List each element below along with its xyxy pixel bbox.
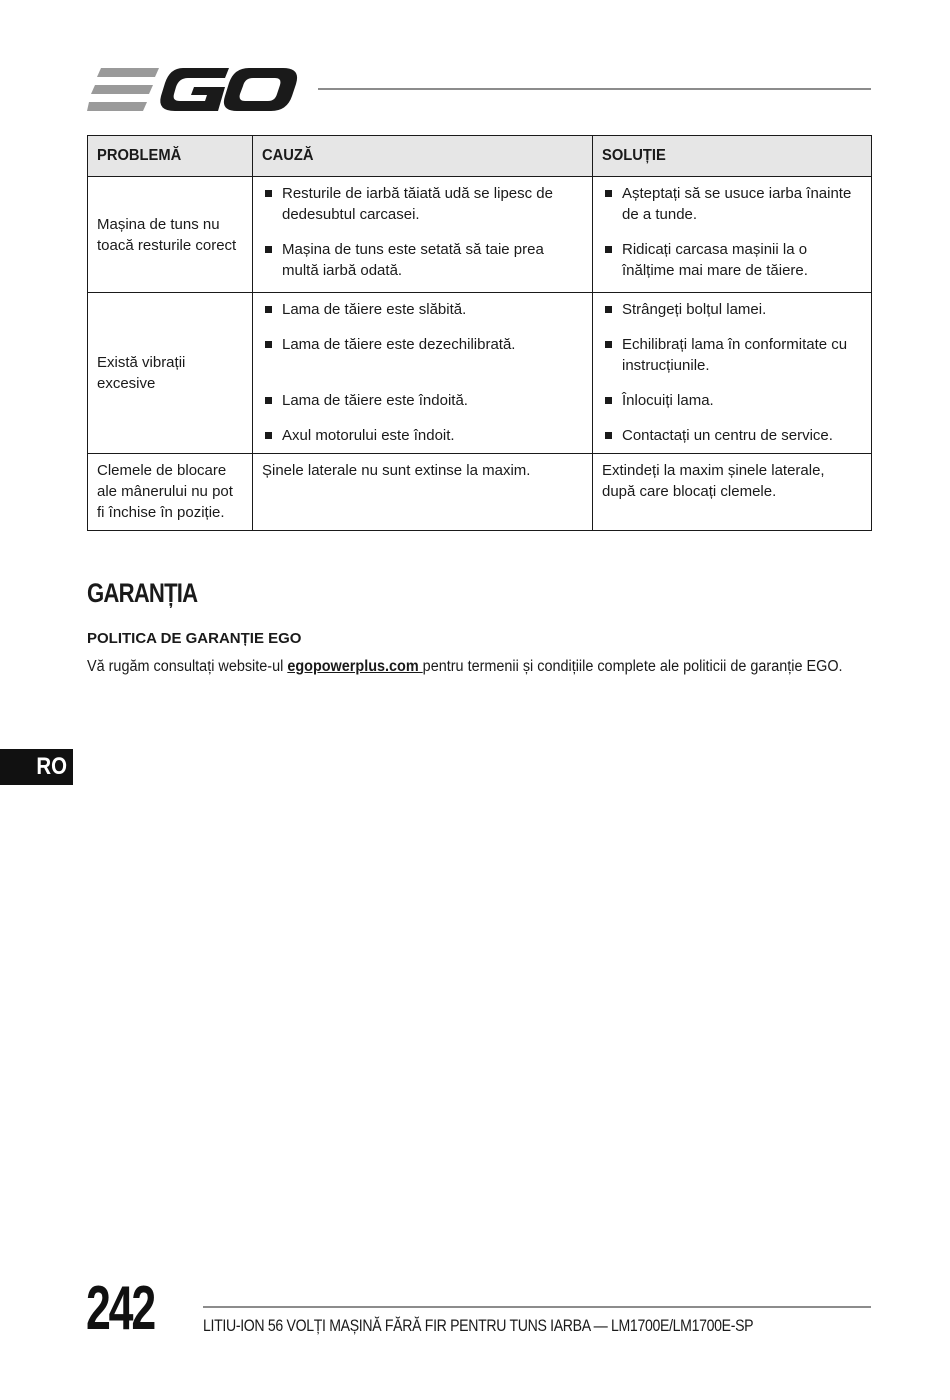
table-row [88, 177, 872, 293]
warranty-text [87, 658, 843, 676]
list-item: Mașina de tuns este setată să taie prea multă iarbă odată. [262, 239, 583, 281]
solution-cell [593, 293, 872, 454]
ego-logo [87, 64, 299, 114]
warranty-title: GARANȚIA [87, 578, 198, 608]
table-header-row [88, 136, 872, 177]
warranty-text-after: pentru termenii și condițiile complete ale politicii de garanție EGO. [422, 658, 843, 675]
footer-title: LITIU-ION 56 VOLȚI MAȘINĂ FĂRĂ FIR PENTRU TUNS IARBA — LM1700E/LM1700E-SP [203, 1316, 754, 1335]
solution-cell: Extindeți la maxim șinele laterale, după care blocați clemele. [593, 454, 872, 531]
footer-rule [203, 1306, 871, 1308]
list-item: Ridicați carcasa mașinii la o înălțime mai mare de tăiere. [602, 239, 862, 281]
table-row [88, 293, 872, 454]
warranty-text-before: Vă rugăm consultați website-ul [87, 658, 288, 675]
list-item: Strângeți bolțul lamei. [602, 299, 862, 320]
header-cause: CAUZĂ [253, 136, 593, 177]
list-item: Lama de tăiere este dezechilibrată. [262, 334, 583, 355]
list-item: Resturile de iarbă tăiată udă se lipesc de dedesubtul carcasei. [262, 183, 583, 225]
troubleshooting-table [87, 135, 872, 531]
list-item: Așteptați să se usuce iarba înainte de a tunde. [602, 183, 862, 225]
ego-logo-go-mark [160, 68, 297, 111]
list-item: Contactați un centru de service. [602, 425, 862, 446]
list-item: Înlocuiți lama. [602, 390, 862, 411]
cause-cell [253, 293, 593, 454]
problem-cell: Clemele de blocare ale mânerului nu pot fi închise în poziție. [88, 454, 253, 531]
warranty-link[interactable]: egopowerplus.com [287, 658, 423, 675]
cause-cell: Șinele laterale nu sunt extinse la maxim. [253, 454, 593, 531]
header-problem: PROBLEMĂ [88, 136, 253, 177]
ego-logo-e-mark [87, 68, 159, 111]
cause-cell [253, 177, 593, 293]
table-row [88, 454, 872, 531]
header-solution: SOLUȚIE [593, 136, 872, 177]
language-tab: RO [0, 749, 73, 785]
list-item: Axul motorului este îndoit. [262, 425, 583, 446]
list-item: Echilibrați lama în conformitate cu instrucțiunile. [602, 334, 862, 376]
problem-cell: Mașina de tuns nu toacă resturile corect [88, 177, 253, 293]
solution-cell [593, 177, 872, 293]
warranty-subtitle: POLITICA DE GARANȚIE EGO [87, 630, 302, 647]
list-item: Lama de tăiere este îndoită. [262, 390, 583, 411]
header-rule [318, 88, 871, 90]
page-number: 242 [86, 1274, 155, 1343]
list-item: Lama de tăiere este slăbită. [262, 299, 583, 320]
problem-cell: Există vibrații excesive [88, 293, 253, 454]
